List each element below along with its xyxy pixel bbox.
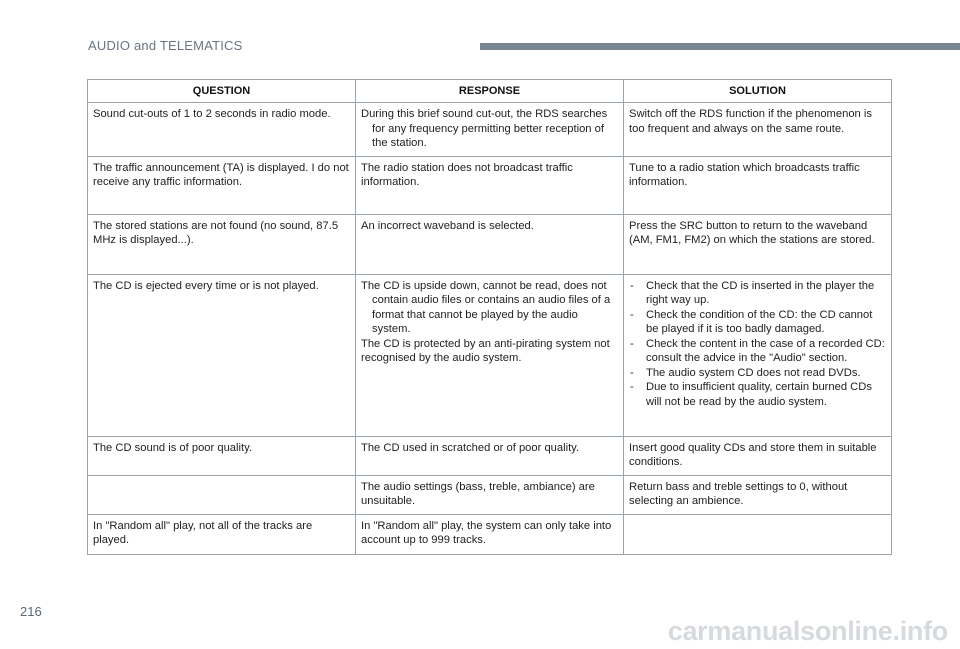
table-row [88,103,892,157]
column-header-question: QUESTION [88,80,356,103]
list-item: - Check the content in the case of a recorded CD: consult the advice in the "Audio" section. [629,337,885,366]
troubleshooting-table [87,79,892,555]
table-row [88,156,892,214]
table-row [88,274,892,436]
solution-list [629,279,885,410]
list-item: - Check that the CD is inserted in the player the right way up. [629,279,885,308]
column-header-response: RESPONSE [356,80,624,103]
solution-cell: Return bass and treble settings to 0, without selecting an ambience. [624,475,892,514]
table-row [88,514,892,554]
watermark: carmanualsonline.info [667,616,948,646]
column-header-solution: SOLUTION [624,80,892,103]
table-row [88,475,892,514]
response-text: During this brief sound cut-out, the RDS searches for any frequency permitting better reception of the station. [361,108,608,149]
list-item: - Check the condition of the CD: the CD cannot be played if it is too badly damaged. [629,308,885,337]
response-cell: An incorrect waveband is selected. [356,214,624,274]
table-row [88,436,892,475]
solution-cell: Tune to a radio station which broadcasts traffic information. [624,156,892,214]
response-cell: In "Random all" play, the system can only take into account up to 999 tracks. [356,514,624,554]
table-header-row [88,80,892,103]
question-cell: The stored stations are not found (no sound, 87.5 MHz is displayed...). [88,214,356,274]
page-number: 216 [20,604,42,619]
question-cell: The traffic announcement (TA) is displayed. I do not receive any traffic information. [88,156,356,214]
solution-cell: Insert good quality CDs and store them in suitable conditions. [624,436,892,475]
question-cell: The CD is ejected every time or is not played. [88,274,356,436]
question-cell: Sound cut-outs of 1 to 2 seconds in radio mode. [88,103,356,157]
solution-cell [624,514,892,554]
solution-cell: Press the SRC button to return to the waveband (AM, FM1, FM2) on which the stations are stored. [624,214,892,274]
section-title: AUDIO and TELEMATICS [88,38,243,53]
table-row [88,214,892,274]
solution-cell: Switch off the RDS function if the phenomenon is too frequent and always on the same route. [624,103,892,157]
response-cell: The CD used in scratched or of poor quality. [356,436,624,475]
question-cell: The CD sound is of poor quality. [88,436,356,475]
response-extra-text: The CD is protected by an anti-pirating system not recognised by the audio system. [361,337,610,364]
question-cell: In "Random all" play, not all of the tracks are played. [88,514,356,554]
response-cell: The radio station does not broadcast traffic information. [356,156,624,214]
header-bar [480,43,960,50]
response-cell: The audio settings (bass, treble, ambiance) are unsuitable. [356,475,624,514]
question-cell [88,475,356,514]
list-item: - Due to insufficient quality, certain burned CDs will not be read by the audio system. [629,380,885,409]
list-item: - The audio system CD does not read DVDs. [629,366,885,381]
response-text: The CD is upside down, cannot be read, does not contain audio files or contains an audio files of a format that cannot be played by the audio system. [361,279,611,335]
response-cell [356,103,624,157]
solution-cell [624,274,892,436]
response-cell [356,274,624,436]
